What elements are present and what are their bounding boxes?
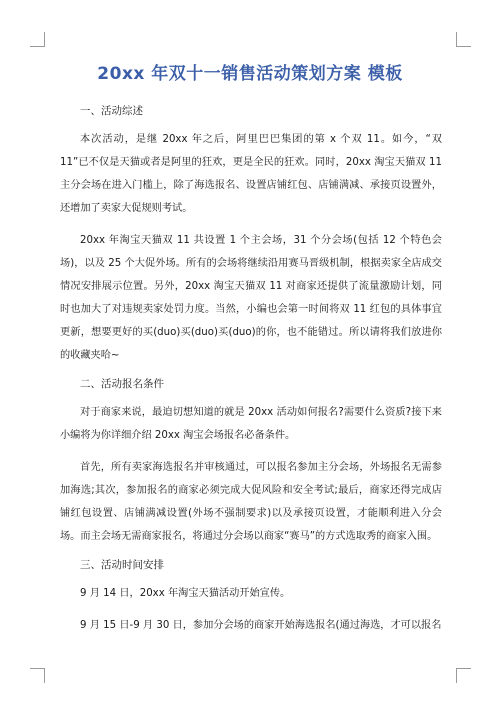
section-heading: 三、活动时间安排 bbox=[80, 559, 164, 571]
paragraph: 首先，所有卖家海选报名并审核通过，可以报名参加主分会场，外场报名无需参加海选;其次，参加报名的商家必须完成大促风险和安全考试;最后，商家还得完成店铺红包设置、店铺满减设置(外场不强制要求)以及承接页设置，才能顺利进入分会场。而主会场无需商家报名，将通过分会场以商家“赛马”的方式选取秀的商家入围。 bbox=[60, 462, 442, 542]
paragraph: 9 月 14 日，20xx 年淘宝天猫活动开始宣传。 bbox=[80, 588, 291, 599]
section-registration-conditions bbox=[60, 376, 442, 548]
section-schedule bbox=[60, 557, 442, 637]
crop-mark-top-right bbox=[456, 32, 471, 47]
section-heading: 二、活动报名条件 bbox=[80, 378, 164, 390]
section-overview bbox=[60, 103, 442, 367]
paragraph: 对于商家来说，最迫切想知道的就是 20xx 活动如何报名?需要什么资质?接下来小编将为你详细介绍 20xx 淘宝会场报名必备条件。 bbox=[60, 407, 442, 441]
section-heading: 一、活动综述 bbox=[80, 105, 143, 117]
paragraph: 20xx 年淘宝天猫双 11 共设置 1 个主会场，31 个分会场(包括 12 个特色会场)，以及 25 个大促外场。所有的会场将继续沿用赛马晋级机制，根据卖家全店成交情况安排展示位置。另外，20xx 淘宝天猫双 11 对商家还提供了流量激励计划，同时也加大了对违规卖家处罚力度。当然，小编也会第一时间将双 11 红包的具体事宜更新，想要更好的买(duo)买(duo)买(duo)的你，也不能错过。所以请将我们放进你的收藏夹哈~ bbox=[60, 235, 442, 361]
crop-mark-bottom-left bbox=[30, 668, 45, 683]
crop-mark-bottom-right bbox=[456, 668, 471, 683]
paragraph: 9 月 15 日-9 月 30 日，参加分会场的商家开始海选报名(通过海选，才可以报名 bbox=[80, 620, 442, 631]
crop-mark-top-left bbox=[30, 32, 45, 47]
document-title: 20xx 年双十一销售活动策划方案 模板 bbox=[97, 64, 403, 84]
paragraph: 本次活动，是继 20xx 年之后，阿里巴巴集团的第 x 个双 11。如今，“双 11”已不仅是天猫或者是阿里的狂欢，更是全民的狂欢。同时，20xx 淘宝天猫双 11 主分会场在进入门槛上，除了海选报名、设置店铺红包、店铺满减、承接页设置外，还增加了卖家大促规则考试。 bbox=[60, 134, 442, 214]
document-body bbox=[60, 103, 442, 646]
